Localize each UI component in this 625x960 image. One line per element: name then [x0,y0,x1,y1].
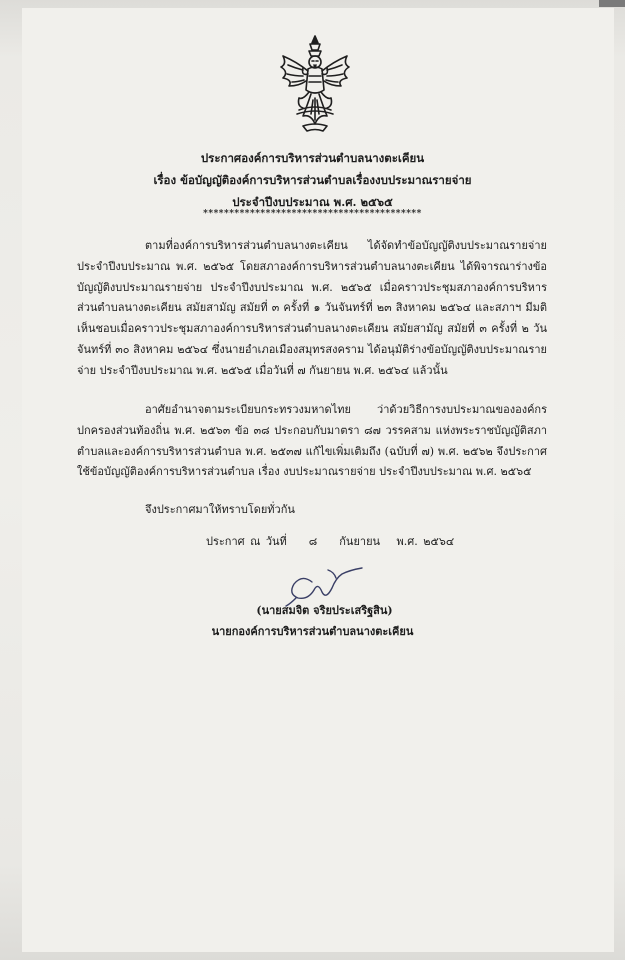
fiscal-year-line: ประจำปีงบประมาณ พ.ศ. ๒๕๖๕ [232,195,393,209]
signatory-position: นายกองค์การบริหารส่วนตำบลนางตะเคียน [211,625,414,638]
paragraph-1: ตามที่องค์การบริหารส่วนตำบลนางตะเคียน ได้จัดทำข้อบัญญัติงบประมาณรายจ่ายประจำปีงบประมาณ พ.ศ. ๒๕๖๕ โดยสภาองค์การบริหารส่วนตำบลนางตะเคียน ได้พิจารณาร่างข้อบัญญัติงบประมาณรายจ่าย ประจำปีงบประมาณ พ.ศ. ๒๕๖๕ เมื่อคราวประชุมสภาองค์การบริหารส่วนตำบลนางตะเคียน สมัยสามัญ สมัยที่ ๓ ครั้งที่ ๑ วันจันทร์ที่ ๒๓ สิงหาคม ๒๕๖๔ และสภาฯ มีมติเห็นชอบเมื่อคราวประชุมสภาองค์การบริหารส่วนตำบลนางตะเคียน สมัยสามัญ สมัยที่ ๓ ครั้งที่ ๒ วันจันทร์ที่ ๓๐ สิงหาคม ๒๕๖๔ ซึ่งนายอำเภอเมืองสมุทรสงคราม ได้อนุมัติร่างข้อบัญญัติงบประมาณรายจ่าย ประจำปีงบประมาณ พ.ศ. ๒๕๖๕ เมื่อวันที่ ๗ กันยายน พ.ศ. ๒๕๖๔ แล้วนั้น [77,239,547,377]
paragraph-2: อาศัยอำนาจตามระเบียบกระทรวงมหาดไทย ว่าด้วยวิธีการงบประมาณขององค์กรปกครองส่วนท้องถิ่น พ.ศ. ๒๕๖๓ ข้อ ๓๘ ประกอบกับมาตรา ๘๗ วรรคสาม แห่งพระราชบัญญัติสภาตำบลและองค์การบริหารส่วนตำบล พ.ศ. ๒๕๓๗ แก้ไขเพิ่มเติมถึง (ฉบับที่ ๗) พ.ศ. ๒๕๖๒ จึงประกาศใช้ข้อบัญญัติองค์การบริหารส่วนตำบล เรื่อง งบประมาณรายจ่าย ประจำปีงบประมาณ พ.ศ. ๒๕๖๕ [77,403,547,479]
given-year: พ.ศ. ๒๕๖๔ [396,535,455,548]
announcement-title: ประกาศองค์การบริหารส่วนตำบลนางตะเคียน [200,151,425,165]
given-day: ๘ [308,535,318,548]
subject-line: เรื่อง ข้อบัญญัติองค์การบริหารส่วนตำบลเรื่องงบประมาณรายจ่าย [153,173,472,187]
given-date-line [206,532,454,550]
garuda-emblem-icon [273,34,357,134]
star-separator: ****************************************** [203,209,422,219]
announcement-closing: จึงประกาศมาให้ทราบโดยทั่วกัน [145,503,295,516]
photo-corner [599,0,625,7]
given-label: ประกาศ ณ วันที่ [206,535,287,548]
signatory-name: (นายสมจิต จริยประเสริฐสิน) [256,604,393,617]
given-month: กันยายน [339,535,381,548]
